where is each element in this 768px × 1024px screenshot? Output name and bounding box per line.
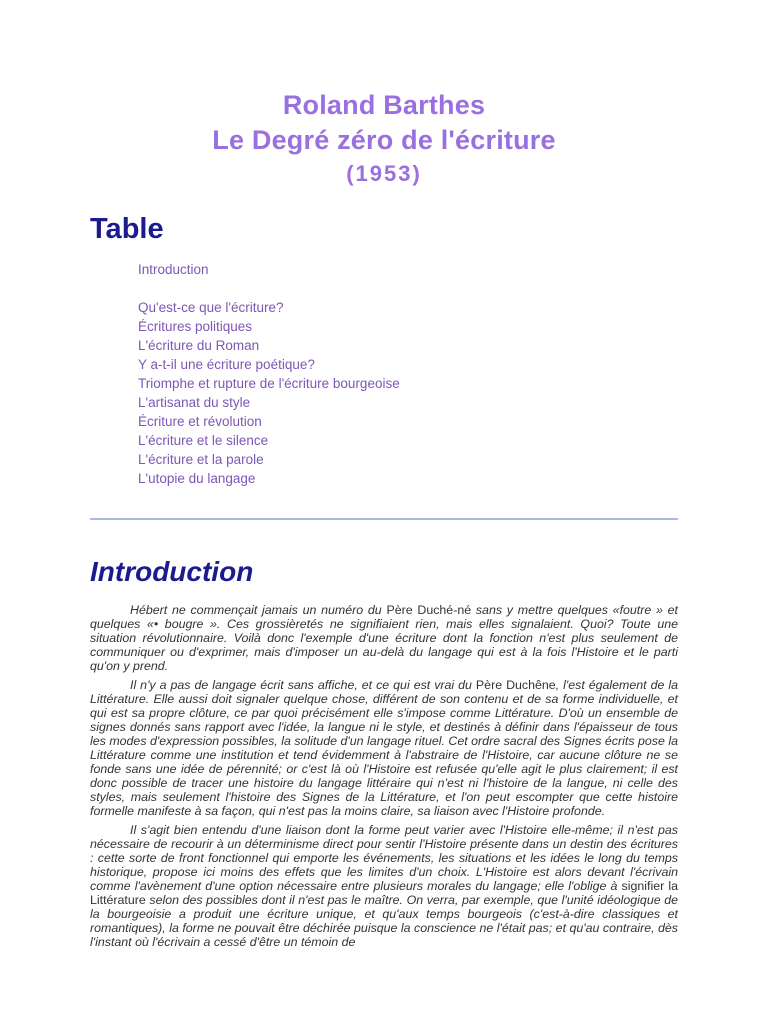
table-of-contents [138, 260, 678, 488]
introduction-body [90, 603, 678, 949]
toc-link[interactable]: Écriture et révolution [138, 413, 262, 429]
table-heading: Table [90, 212, 164, 245]
book-title: Le Degré zéro de l'écriture [212, 124, 556, 155]
paragraph [90, 678, 678, 818]
toc-link[interactable]: L'artisanat du style [138, 394, 251, 410]
introduction-heading: Introduction [90, 555, 254, 587]
text-segment: selon des possibles dont il n'est pas le maître. On verra, par exemple, que l'unité idéologique de la bourgeoisie a produit une écriture unique, et qu'aux temps bourgeois (c'est-à-dire classiques et romantiques), la forme ne pouvait être déchirée puisque la conscience ne l'était pas; et qu'au contraire, dès l'instant où l'écrivain a cessé d'être un témoin de [90, 893, 678, 950]
toc-list [138, 298, 678, 488]
author-name: Roland Barthes [282, 90, 486, 120]
toc-link[interactable]: Qu'est-ce que l'écriture? [138, 299, 284, 315]
section-divider [90, 518, 678, 520]
toc-link-introduction[interactable]: Introduction [138, 261, 209, 277]
text-segment: Hébert ne commençait jamais un numéro du [130, 602, 387, 617]
text-segment: sans y mettre quelques «foutre » et quelques «• bougre ». Ces grossièretés ne signifiaient rien, mais elles signalaient. Quoi? Toute une situation révolutionnaire. Voilà donc l'exemple d'une écriture dont la fonction n'est plus seulement de communiquer ou d'exprimer, mais d'imposer un au-delà du langage qui est à la fois l'Histoire et le parti qu'on y prend. [90, 602, 678, 673]
toc-link[interactable]: L'écriture et le silence [138, 432, 269, 448]
text-segment: , l'est également de la Littérature. Elle aussi doit signaler quelque chose, différent de son contenu et de sa forme individuelle, et qui est sa propre clôture, ce par quoi précisément elle s'impose comme Littérature. D'où un ensemble de signes donnés sans rapport avec l'idée, la langue ni le style, et destinés à définir dans l'épaisseur de tous les modes d'expression possibles, la solitude d'un langage rituel. Cet ordre sacral des Signes écrits pose la Littérature comme une institution et tend évidemment à l'abstraire de l'Histoire, car aucune clôture ne se fonde sans une idée de pérennité; or c'est là où l'Histoire est refusée qu'elle agit le plus clairement; il est donc possible de tracer une histoire du langage littéraire qui n'est ni l'histoire de la langue, ni celle des styles, mais seulement l'histoire des Signes de la Littérature, et l'on peut escompter que cette histoire formelle manifeste à sa façon, qui n'est pas la moins claire, sa liaison avec l'Histoire profonde. [90, 677, 679, 818]
upright-text-segment: Père Duché-né [386, 602, 472, 617]
toc-link[interactable]: Écritures politiques [138, 318, 253, 334]
text-segment: Il s'agit bien entendu d'une liaison dont la forme peut varier avec l'Histoire elle-même; il n'est pas nécessaire de recourir à un déterminisme direct pour sentir l'Histoire présente dans un destin des écritures : cette sorte de front fonctionnel qui emporte les événements, les situations et les idées le long du temps historique, propose ici moins des effets que les limites d'un choix. L'Histoire est alors devant l'écrivain comme l'avènement d'une option nécessaire entre plusieurs morales du langage; elle l'oblige à [90, 822, 678, 893]
toc-link[interactable]: Triomphe et rupture de l'écriture bourgeoise [138, 375, 400, 391]
document-header [90, 88, 678, 189]
publication-year: (1953) [346, 161, 422, 187]
toc-link[interactable]: L'utopie du langage [138, 470, 256, 486]
paragraph [90, 603, 678, 673]
paragraph [90, 823, 678, 949]
toc-link[interactable]: Y a-t-il une écriture poétique? [138, 356, 315, 372]
upright-text-segment: Père Duchêne [475, 677, 556, 692]
upright-text-segment: signifier la Littérature [90, 878, 678, 907]
text-segment: Il n'y a pas de langage écrit sans affiche, et ce qui est vrai du [130, 677, 476, 692]
toc-link[interactable]: L'écriture du Roman [138, 337, 260, 353]
toc-link[interactable]: L'écriture et la parole [138, 451, 264, 467]
